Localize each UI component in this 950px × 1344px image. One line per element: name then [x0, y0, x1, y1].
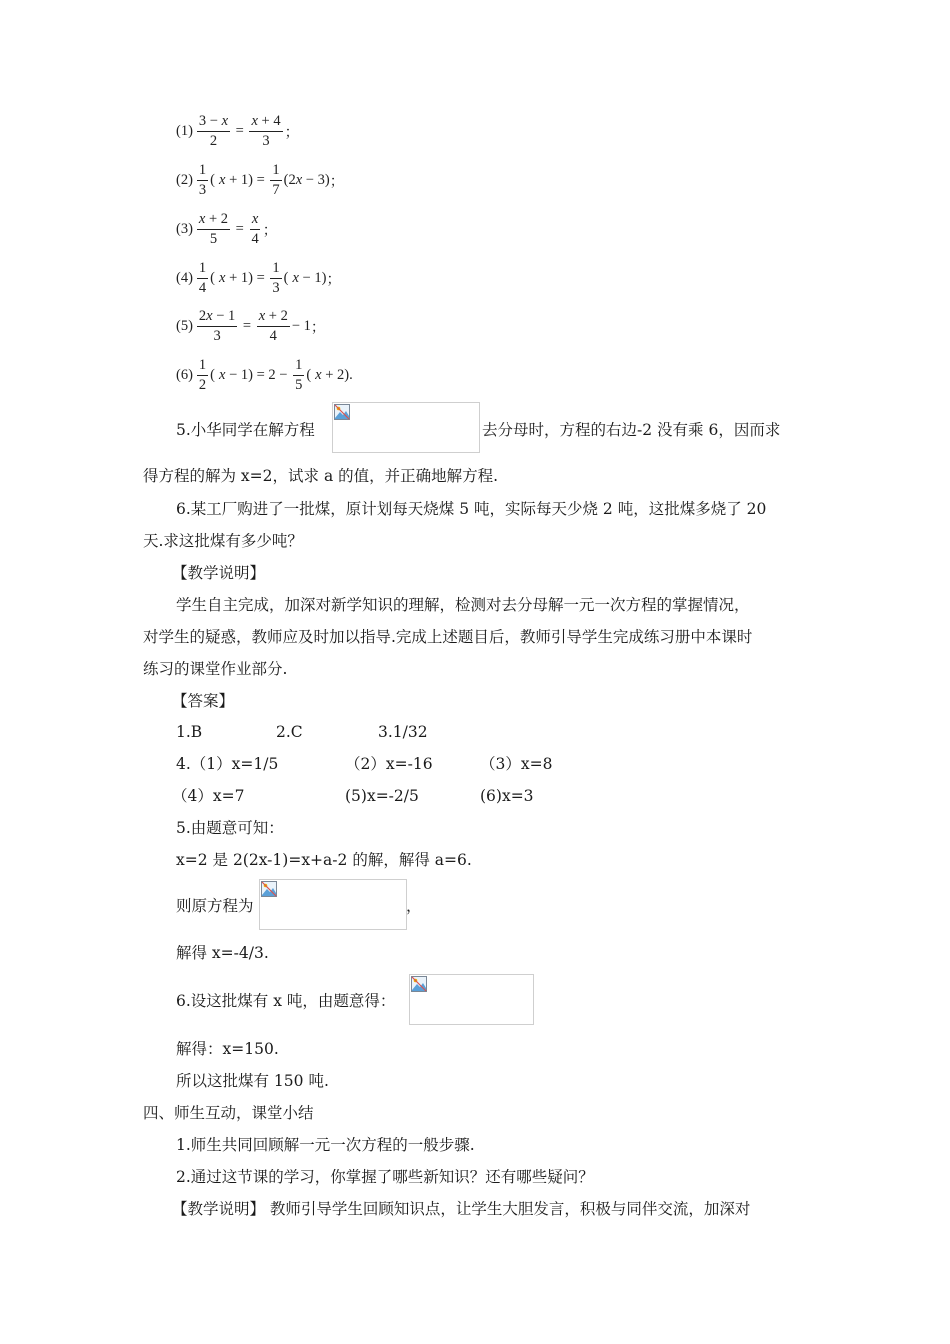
equation-number: (5)	[176, 317, 193, 334]
answer-2: 2.C	[276, 723, 303, 741]
answer-3: 3.1/32	[378, 723, 428, 741]
section-heading: 四、师生互动，课堂小结	[143, 1104, 314, 1122]
equation-tail: ；	[284, 124, 300, 141]
equation-image-placeholder	[409, 974, 534, 1025]
answer-5-original-label: 则原方程为	[176, 897, 254, 915]
teaching-note-heading: 【教学说明】	[172, 564, 266, 582]
equation-tail: ；	[262, 222, 278, 239]
answer-4-3: （3）x=8	[480, 755, 553, 773]
equation-2: (2) $\frac{1}{3}$ ( x + 1) = $\frac{1}{7}$ (2x − 3) ；	[176, 162, 345, 198]
teaching-note-line: 学生自主完成，加深对新学知识的理解，检测对去分母解一元一次方程的掌握情况，	[176, 596, 750, 614]
equation-tail: ；	[329, 173, 345, 190]
equation-4: (4) $\frac{1}{4}$ ( x + 1) = $\frac{1}{3}$ ( x − 1) ；	[176, 260, 341, 296]
answer-1: 1.B	[176, 723, 203, 741]
broken-image-icon	[261, 881, 277, 897]
equation-image-placeholder	[332, 402, 480, 453]
equation-3: (3) $\frac{x + 2}{5}$ = $\frac{x}{4}$ ；	[176, 211, 278, 247]
answer-4-4: （4）x=7	[172, 787, 245, 805]
equation-5: (5) $\frac{2x - 1}{3}$ = $\frac{x + 2}{4}$ − 1 ；	[176, 308, 326, 344]
answer-5-comma: ，	[406, 897, 422, 915]
equation-image-placeholder	[259, 879, 407, 930]
teaching-note-2: 【教学说明】 教师引导学生回顾知识点，让学生大胆发言，积极与同伴交流，加深对	[172, 1200, 751, 1218]
q5-line2: 得方程的解为 x=2，试求 a 的值，并正确地解方程.	[143, 467, 499, 485]
equation-number: (6)	[176, 366, 193, 383]
broken-image-icon	[334, 404, 350, 420]
summary-item: 2.通过这节课的学习，你掌握了哪些新知识？还有哪些疑问？	[176, 1168, 594, 1186]
equation-6: (6) $\frac{1}{2}$ ( x − 1) = 2 − $\frac{1}{5}$ ( x + 2) .	[176, 357, 353, 393]
equation-number: (3)	[176, 220, 193, 237]
equation-1: (1) $\frac{3 - x}{2}$ = $\frac{x + 4}{3}$ ；	[176, 113, 300, 149]
teaching-note-line: 练习的课堂作业部分.	[143, 660, 288, 678]
equation-number: (1)	[176, 122, 193, 139]
answer-6-solve: 解得：x=150.	[176, 1040, 279, 1058]
q6-line2: 天.求这批煤有多少吨？	[143, 532, 303, 550]
q6-line1: 6.某工厂购进了一批煤，原计划每天烧煤 5 吨，实际每天少烧 2 吨，这批煤多烧了 20	[176, 500, 767, 518]
answer-4-5: (5)x=-2/5	[345, 787, 419, 805]
equation-tail: ；	[326, 271, 341, 288]
broken-image-icon	[411, 976, 427, 992]
answer-5-line: x=2 是 2(2x-1)=x+a-2 的解，解得 a=6.	[176, 851, 472, 869]
answer-4-1: 4.（1）x=1/5	[176, 755, 279, 773]
equation-tail: ；	[310, 319, 326, 336]
answer-6-setup: 6.设这批煤有 x 吨，由题意得：	[176, 992, 396, 1010]
answer-5-solve: 解得 x=-4/3.	[176, 944, 269, 962]
summary-item: 1.师生共同回顾解一元一次方程的一般步骤.	[176, 1136, 475, 1154]
q5-post: 去分母时，方程的右边-2 没有乘 6，因而求	[482, 421, 781, 439]
equation-tail: .	[349, 366, 353, 383]
teaching-note-line: 对学生的疑惑，教师应及时加以指导.完成上述题目后，教师引导学生完成练习册中本课时	[143, 628, 753, 646]
answer-5-intro: 5.由题意可知：	[176, 819, 284, 837]
equation-number: (2)	[176, 171, 193, 188]
q5-pre: 5.小华同学在解方程	[176, 421, 315, 439]
answer-4-2: （2）x=-16	[345, 755, 433, 773]
answers-heading: 【答案】	[172, 692, 235, 710]
equation-number: (4)	[176, 269, 193, 286]
answer-6-conclusion: 所以这批煤有 150 吨.	[176, 1072, 329, 1090]
answer-4-6: (6)x=3	[480, 787, 534, 805]
